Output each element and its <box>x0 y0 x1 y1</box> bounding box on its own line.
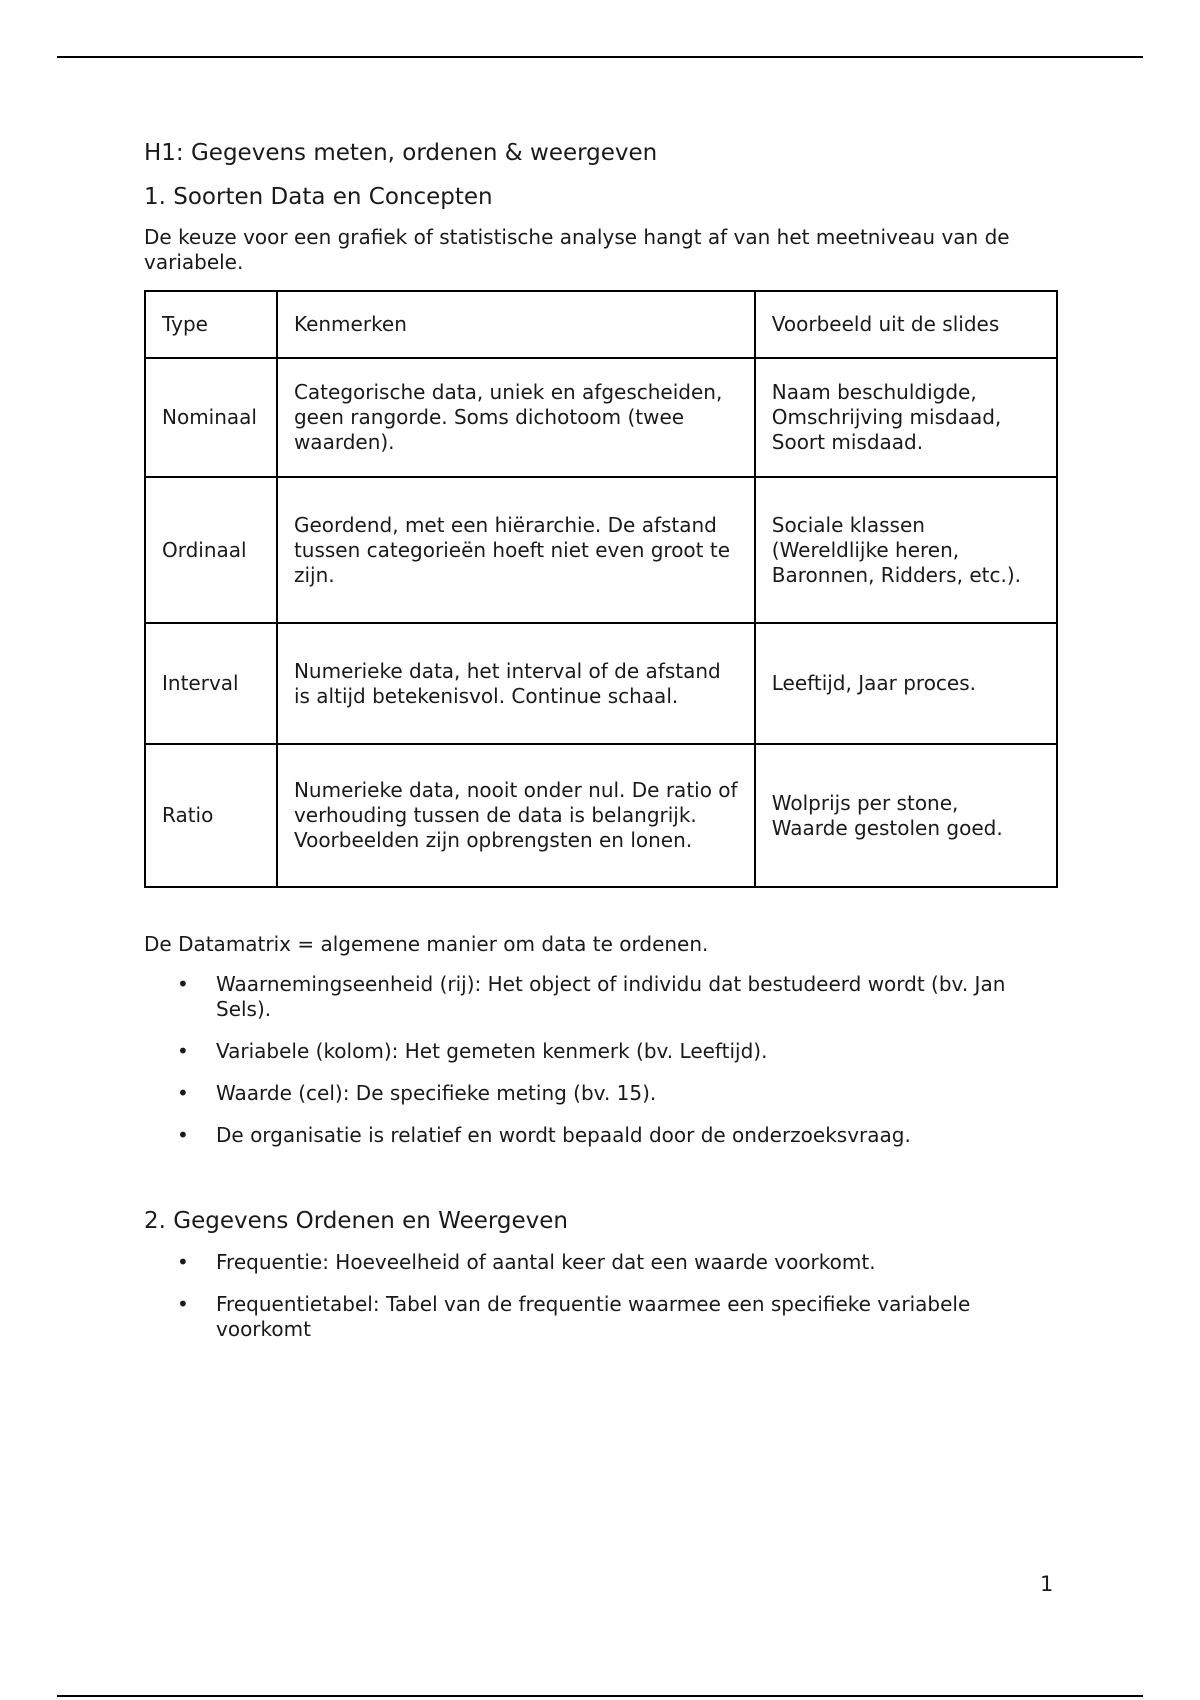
table-row <box>145 358 1057 477</box>
footer-rule <box>57 1695 1143 1697</box>
table-cell-voorbeeld: Sociale klassen (Wereldlijke heren, Baronnen, Ridders, etc.). <box>755 477 1057 623</box>
table-row <box>145 744 1057 887</box>
frequency-list <box>144 1250 1064 1342</box>
list-item: • Frequentie: Hoeveelheid of aantal keer dat een waarde voorkomt. <box>144 1250 1064 1275</box>
datamatrix-list <box>144 972 1064 1148</box>
list-item: • Variabele (kolom): Het gemeten kenmerk (bv. Leeftijd). <box>144 1039 1064 1064</box>
table-cell-type: Interval <box>145 623 277 744</box>
table-cell-kenmerken: Numerieke data, nooit onder nul. De ratio of verhouding tussen de data is belangrijk. Voorbeelden zijn opbrengsten en lonen. <box>277 744 755 887</box>
document-body <box>144 140 1064 1359</box>
datamatrix-definition: De Datamatrix = algemene manier om data te ordenen. <box>144 932 709 957</box>
table-cell-kenmerken: Numerieke data, het interval of de afstand is altijd betekenisvol. Continue schaal. <box>277 623 755 744</box>
table-cell-type: Nominaal <box>145 358 277 477</box>
table-cell-voorbeeld: Wolprijs per stone, Waarde gestolen goed. <box>755 744 1057 887</box>
measurement-levels-table <box>144 290 1058 888</box>
page-number: 1 <box>1040 1572 1054 1596</box>
table-cell-kenmerken: Geordend, met een hiërarchie. De afstand tussen categorieën hoeft niet even groot te zijn. <box>277 477 755 623</box>
table-header-row <box>145 291 1057 358</box>
table-header-cell: Kenmerken <box>277 291 755 358</box>
section-2-title: 2. Gegevens Ordenen en Weergeven <box>144 1208 569 1235</box>
table-header-cell: Voorbeeld uit de slides <box>755 291 1057 358</box>
section-1-title: 1. Soorten Data en Concepten <box>144 183 493 210</box>
list-item: • Waarde (cel): De specifieke meting (bv. 15). <box>144 1081 1064 1106</box>
table-cell-type: Ratio <box>145 744 277 887</box>
table-row <box>145 477 1057 623</box>
section-1-intro: De keuze voor een grafiek of statistische analyse hangt af van het meetniveau van de variabele. <box>144 225 1010 275</box>
list-item: • De organisatie is relatief en wordt bepaald door de onderzoeksvraag. <box>144 1123 1064 1148</box>
list-item: • Waarnemingseenheid (rij): Het object of individu dat bestudeerd wordt (bv. Jan Sels). <box>144 972 1064 1022</box>
table-cell-kenmerken: Categorische data, uniek en afgescheiden, geen rangorde. Soms dichotoom (twee waarden). <box>277 358 755 477</box>
table-cell-voorbeeld: Naam beschuldigde, Omschrijving misdaad, Soort misdaad. <box>755 358 1057 477</box>
table-header-cell: Type <box>145 291 277 358</box>
table-row <box>145 623 1057 744</box>
list-item: • Frequentietabel: Tabel van de frequentie waarmee een specifieke variabele voorkomt <box>144 1292 1064 1342</box>
table-cell-type: Ordinaal <box>145 477 277 623</box>
header-rule <box>57 56 1143 58</box>
table-cell-voorbeeld: Leeftijd, Jaar proces. <box>755 623 1057 744</box>
document-heading: H1: Gegevens meten, ordenen & weergeven <box>144 140 658 166</box>
